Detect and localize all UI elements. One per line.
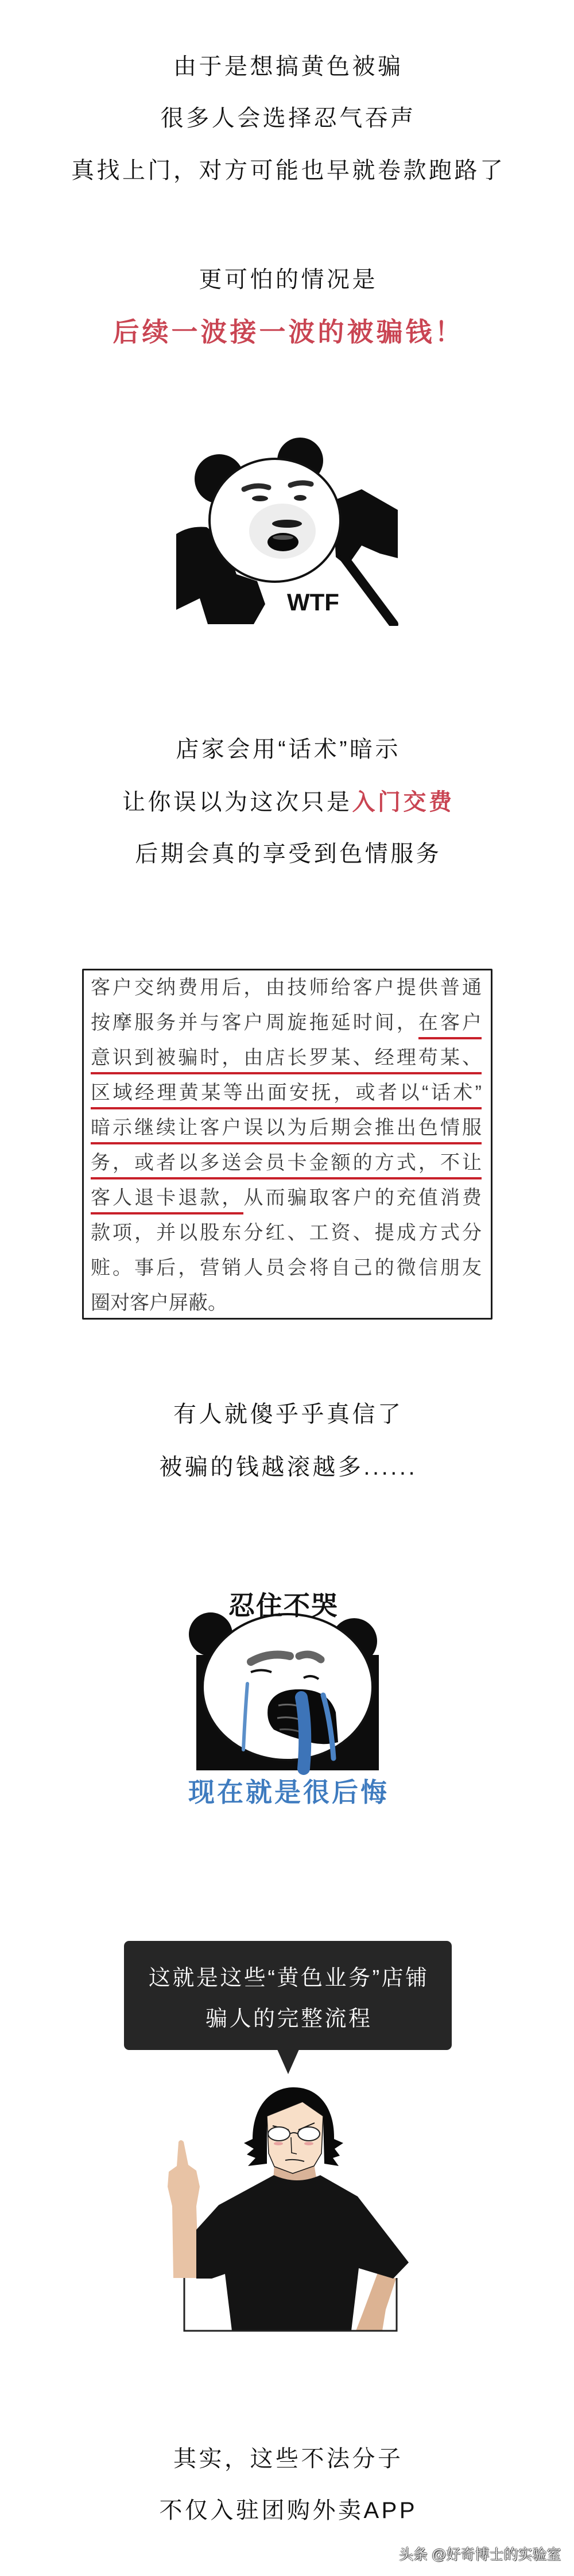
believe-line-2: 被骗的钱越滚越多...... xyxy=(159,1455,418,1480)
source-watermark: 头条 @好奇博士的实验室 xyxy=(399,2547,561,2563)
document-line xyxy=(91,1216,482,1251)
red-underlined-text: 客人退卡退款， xyxy=(91,1187,243,1214)
document-text: 客户交纳费用后，由技师给客户提供普通 xyxy=(91,977,482,999)
document-line xyxy=(91,1251,482,1286)
hint-line-2-prefix: 让你误以为这次只是 xyxy=(122,790,352,815)
document-text: 从而骗取客户的充值消费 xyxy=(243,1187,482,1209)
red-underlined-text: 暗示继续让客户误以为后期会推出色情服 xyxy=(91,1117,482,1144)
hint-line-1: 店家会用“话术”暗示 xyxy=(176,737,401,762)
document-line xyxy=(91,1286,482,1321)
red-underlined-text: 务，或者以多送会员卡金额的方式，不让 xyxy=(91,1152,482,1179)
document-line xyxy=(91,1005,482,1041)
speech-bubble-line-1: 这就是这些“黄色业务”店铺 xyxy=(148,1966,429,1990)
intro-line-2: 很多人会选择忍气吞声 xyxy=(160,106,416,131)
closing-line-1: 其实，这些不法分子 xyxy=(173,2446,404,2471)
wtf-caption: WTF xyxy=(287,589,339,616)
red-underlined-text: 意识到被骗时，由店长罗某、经理苟某、 xyxy=(91,1047,482,1074)
red-underlined-text: 区域经理黄某等出面安抚，或者以“话术” xyxy=(91,1082,482,1109)
document-text: 按摩服务并与客户周旋拖延时间， xyxy=(91,1012,418,1034)
red-underlined-text: 在客户 xyxy=(418,1012,482,1039)
document-text: 赃。事后，营销人员会将自己的微信朋友 xyxy=(91,1257,482,1279)
panda-crying-meme-icon xyxy=(188,1591,390,1806)
speech-bubble xyxy=(124,1941,452,2050)
document-line xyxy=(91,1181,482,1216)
hint-line-3: 后期会真的享受到色情服务 xyxy=(135,841,442,867)
crying-top-caption: 忍住不哭 xyxy=(228,1591,339,1620)
speech-bubble-line-2: 骗人的完整流程 xyxy=(205,2007,373,2031)
hint-line-2 xyxy=(0,788,574,817)
court-document-excerpt xyxy=(82,969,492,1320)
believe-line-1: 有人就傻乎乎真信了 xyxy=(173,1402,404,1427)
intro-line-3: 真找上门，对方可能也早就卷款跑路了 xyxy=(71,158,506,183)
document-text: 款项，并以股东分红、工资、提成方式分 xyxy=(91,1222,482,1244)
panda-wtf-meme-icon xyxy=(172,436,402,626)
document-line xyxy=(91,1076,482,1111)
crying-bottom-caption: 现在就是很后悔 xyxy=(188,1777,389,1806)
worse-highlight: 后续一波接一波的被骗钱！ xyxy=(113,317,464,347)
document-text: 圈对客户屏蔽。 xyxy=(91,1292,227,1314)
cartoon-presenter-pointing-icon xyxy=(161,2084,425,2333)
worse-intro: 更可怕的情况是 xyxy=(199,267,378,292)
document-line xyxy=(91,1111,482,1146)
intro-line-1: 由于是想搞黄色被骗 xyxy=(173,54,404,79)
closing-line-2: 不仅入驻团购外卖APP xyxy=(159,2498,418,2523)
document-line xyxy=(91,1041,482,1076)
document-line xyxy=(91,970,482,1005)
document-line xyxy=(91,1146,482,1181)
hint-line-2-highlight: 入门交费 xyxy=(352,790,455,815)
speech-bubble-tail xyxy=(277,2049,299,2074)
